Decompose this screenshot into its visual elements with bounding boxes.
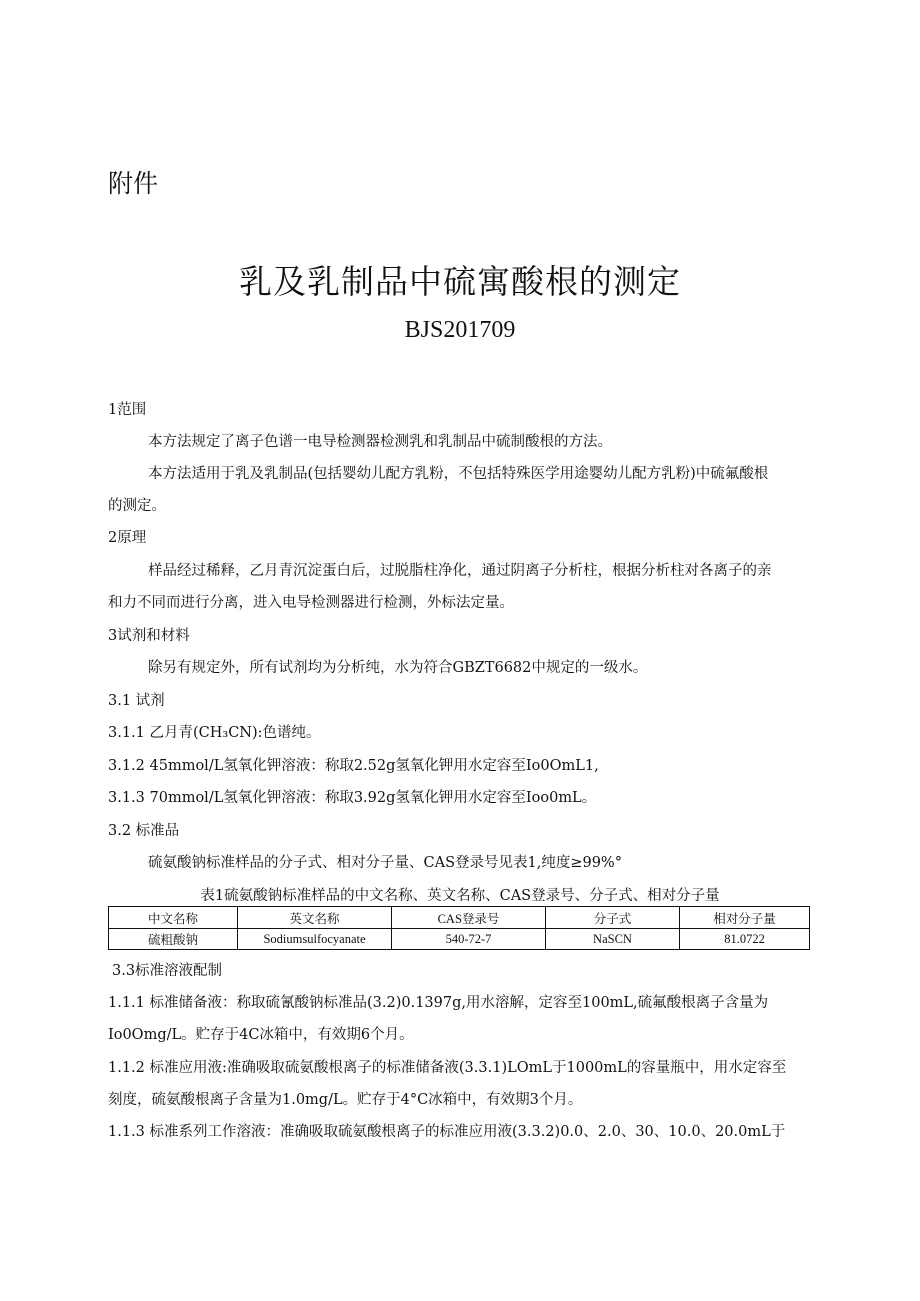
- paragraph: 本方法规定了离子色谱一电导检测器检测乳和乳制品中硫制酸根的方法。: [148, 434, 612, 450]
- table-cell: Sodiumsulfocyanate: [238, 929, 392, 950]
- paragraph: Io0Omg/L。贮存于4C冰箱中，有效期6个月。: [108, 1027, 414, 1043]
- paragraph: 除另有规定外，所有试剂均为分析纯，水为符合GBZT6682中规定的一级水。: [148, 660, 648, 676]
- standard-table: [108, 906, 810, 950]
- table-cell: 540-72-7: [392, 929, 546, 950]
- table-cell: 硫粗酸钠: [109, 929, 238, 950]
- reagent-item: 3.1.3 70mmol/L氢氧化钾溶液：称取3.92g氢氧化钾用水定容至Ioo0mL。: [108, 790, 597, 806]
- attachment-label: 附件: [108, 169, 159, 198]
- table-header: CAS登录号: [392, 907, 546, 929]
- paragraph: 刻度，硫氨酸根离子含量为1.0mg/L。贮存于4°C冰箱中，有效期3个月。: [108, 1092, 583, 1108]
- paragraph: 本方法适用于乳及乳制品(包括婴幼儿配方乳粉，不包括特殊医学用途婴幼儿配方乳粉)中硫氟酸根: [148, 466, 769, 482]
- table-header: 英文名称: [238, 907, 392, 929]
- reagent-item: 3.1.2 45mmol/L氢氧化钾溶液：称取2.52g氢氧化钾用水定容至Io0OmL1,: [108, 758, 599, 774]
- table-header: 分子式: [546, 907, 680, 929]
- document-title: 乳及乳制品中硫寓酸根的测定: [239, 262, 681, 301]
- section-3-2-heading: 3.2 标准品: [108, 823, 180, 839]
- document-code: BJS201709: [404, 317, 516, 343]
- table-row: [109, 929, 810, 950]
- table-caption: 表1硫氨酸钠标准样品的中文名称、英文名称、CAS登录号、分子式、相对分子量: [200, 888, 720, 904]
- table-cell: 81.0722: [680, 929, 810, 950]
- section-1-heading: 1范围: [108, 402, 147, 418]
- paragraph: 1.1.1 标准储备液：称取硫氰酸钠标准品(3.2)0.1397g,用水溶解，定容至100mL,硫氟酸根离子含量为: [108, 995, 769, 1011]
- section-3-heading: 3试剂和材料: [108, 628, 190, 644]
- paragraph: 1.1.3 标准系列工作溶液：准确吸取硫氨酸根离子的标准应用液(3.3.2)0.0、2.0、30、10.0、20.0mL于: [108, 1124, 786, 1140]
- table-header-row: [109, 907, 810, 929]
- paragraph: 样品经过稀释，乙月青沉淀蛋白后，过脱脂柱净化，通过阴离子分析柱，根据分析柱对各离子的亲: [148, 563, 772, 579]
- paragraph: 的测定。: [108, 498, 166, 514]
- section-2-heading: 2原理: [108, 530, 147, 546]
- table-header: 中文名称: [109, 907, 238, 929]
- paragraph: 1.1.2 标准应用液:准确吸取硫氨酸根离子的标准储备液(3.3.1)LOmL于1000mL的容量瓶中，用水定容至: [108, 1060, 787, 1076]
- paragraph: 和力不同而进行分离，进入电导检测器进行检测，外标法定量。: [108, 595, 514, 611]
- section-3-3-heading: 3.3标准溶液配制: [112, 963, 223, 979]
- table-cell: NaSCN: [546, 929, 680, 950]
- reagent-item: 3.1.1 乙月青(CH₃CN):色谱纯。: [108, 725, 321, 741]
- table-header: 相对分子量: [680, 907, 810, 929]
- section-3-1-heading: 3.1 试剂: [108, 693, 165, 709]
- paragraph: 硫氨酸钠标准样品的分子式、相对分子量、CAS登录号见表1,纯度≥99%°: [148, 855, 622, 871]
